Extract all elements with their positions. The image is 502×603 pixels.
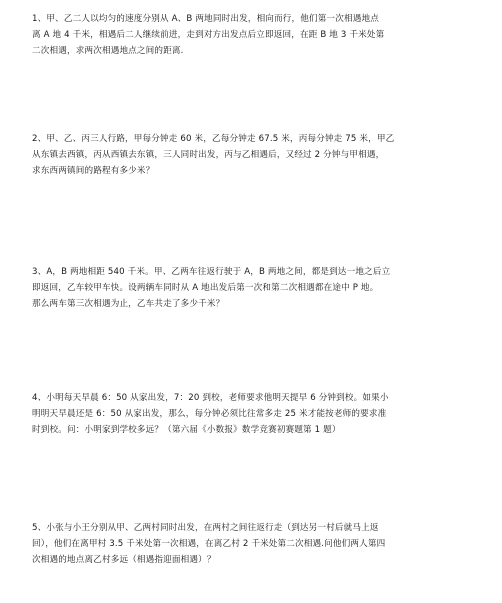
problem-2: [32, 131, 478, 179]
problem-1-line: 1、甲、乙二人以均匀的速度分别从 A、B 两地同时出发，相向而行，他们第一次相遇地点: [32, 14, 379, 24]
problem-2-line: 从东镇去西镇，丙从西镇去东镇，三人同时出发，丙与乙相遇后，又经过 2 分钟与甲相遇，: [32, 150, 385, 160]
problem-5-line: 5、小张与小王分别从甲、乙两村同时出发，在两村之间往返行走（到达另一村后就马上返: [32, 523, 379, 533]
problem-1-line: 离 A 地 4 千米，相遇后二人继续前进，走到对方出发点后立即返回，在距 B 地 3 千米处第: [32, 30, 385, 40]
problem-1: [32, 11, 478, 59]
problem-3-line: 那么两车第三次相遇为止，乙车共走了多少千米？: [32, 299, 225, 309]
problem-4-line: 时到校。问：小明家到学校多远？（第六届《小数报》数学竞赛初赛题第 1 题）: [32, 425, 341, 435]
problem-3-line: 即返回，乙车较甲车快。设两辆车同时从 A 地出发后第一次和第二次相遇都在途中 P 地。: [32, 283, 379, 293]
problem-5: [32, 520, 478, 568]
problem-4: [32, 390, 478, 438]
problem-3-line: 3、A，B 两地相距 540 千米。甲、乙两车往返行驶于 A，B 两地之间，都是到达一地之后立: [32, 267, 391, 277]
problem-1-line: 二次相遇，求两次相遇地点之间的距离.: [32, 46, 184, 56]
problem-3: [32, 264, 478, 312]
problem-5-line: 次相遇的地点离乙村多远（相遇指迎面相遇）？: [32, 555, 216, 565]
problem-2-line: 2、甲、乙、丙三人行路，甲每分钟走 60 米，乙每分钟走 67.5 米，丙每分钟走 75 米，甲乙: [32, 134, 395, 144]
problem-4-line: 明明天早晨还是 6：50 从家出发，那么，每分钟必须比往常多走 25 米才能按老师的要求准: [32, 409, 387, 419]
problem-4-line: 4、小明每天早晨 6：50 从家出发，7：20 到校，老师要求他明天提早 6 分钟到校。如果小: [32, 393, 389, 403]
problem-5-line: 回），他们在离甲村 3.5 千米处第一次相遇，在离乙村 2 千米处第二次相遇.问他们两人第四: [32, 539, 386, 549]
problem-2-line: 求东西两镇间的路程有多少米？: [32, 166, 155, 176]
